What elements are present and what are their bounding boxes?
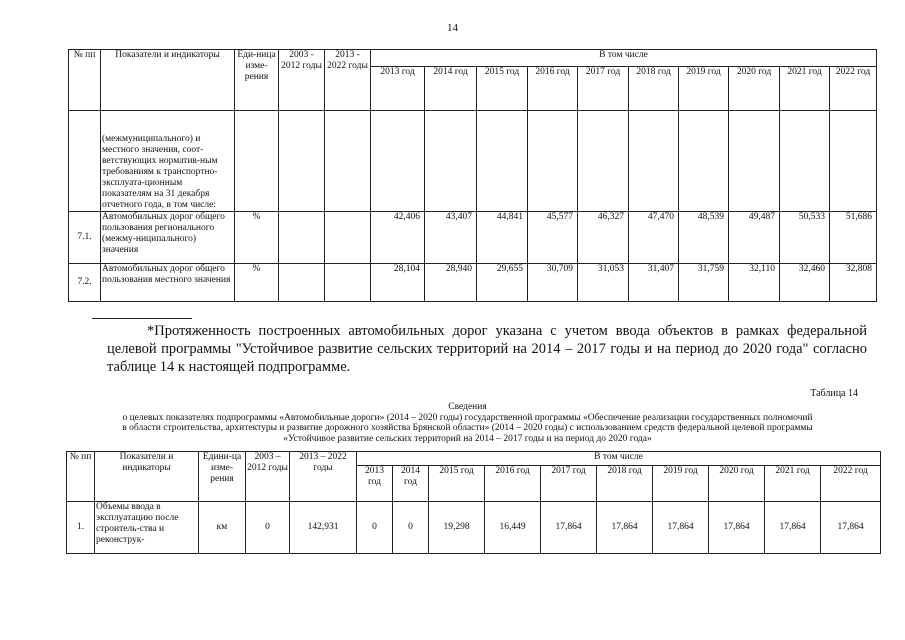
row-value: 32,110: [729, 264, 780, 302]
row-p2003: 0: [246, 502, 290, 554]
table-row: [69, 111, 877, 212]
row-p2013: [325, 264, 371, 302]
row-value: [780, 111, 830, 212]
row-value: 17,864: [597, 502, 653, 554]
caption-line: «Устойчивое развитие сельских территорий на 2014 – 2017 годы и на период до 2020 года»: [283, 433, 652, 444]
caption-line: в области строительства, архитектуры и развитие дорожного хозяйства Брянской области» (2014 – 2020 годы) с использованием средств федеральной целевой программы: [122, 423, 813, 433]
row-value: [830, 111, 877, 212]
header-year: 2018 год: [597, 466, 653, 502]
row-value: 17,864: [709, 502, 765, 554]
header-period-2013-2022: 2013 – 2022 годы: [290, 452, 357, 502]
caption-line: о целевых показателях подпрограммы «Автомобильные дороги» (2014 – 2020 годы) государственной программы «Обеспечение реализации государственных полномочий: [122, 412, 813, 423]
header-period-2013-2022: 2013 - 2022 годы: [325, 50, 371, 111]
header-year: 2015 год: [477, 67, 528, 111]
row-value: 28,104: [371, 264, 425, 302]
row-indicator: Автомобильных дорог общего пользования регионального (межму-ниципального) значения: [101, 212, 235, 264]
row-value: 43,407: [425, 212, 477, 264]
row-value: 17,864: [541, 502, 597, 554]
row-value: [629, 111, 679, 212]
row-value: 42,406: [371, 212, 425, 264]
row-value: 32,460: [780, 264, 830, 302]
row-p2003: [279, 264, 325, 302]
row-num: 1.: [67, 502, 95, 554]
header-num: № пп: [67, 452, 95, 502]
header-year: 2022 год: [830, 67, 877, 111]
row-num: 7.1.: [69, 212, 101, 264]
row-value: 51,686: [830, 212, 877, 264]
header-year: 2021 год: [780, 67, 830, 111]
header-year: 2013 год: [371, 67, 425, 111]
row-value: 31,759: [679, 264, 729, 302]
header-including: В том числе: [371, 50, 877, 67]
row-indicator: Автомобильных дорог общего пользования местного значения: [101, 264, 235, 302]
table-label: Таблица 14: [810, 388, 858, 399]
table-row: [69, 212, 877, 264]
row-p2013: [325, 111, 371, 212]
row-value: 49,487: [729, 212, 780, 264]
header-unit: Еди-ница изме-рения: [235, 50, 279, 111]
row-p2003: [279, 212, 325, 264]
header-year: 2019 год: [653, 466, 709, 502]
row-value: 45,577: [528, 212, 578, 264]
header-year: 2018 год: [629, 67, 679, 111]
header-year: 2019 год: [679, 67, 729, 111]
header-year: 2017 год: [541, 466, 597, 502]
row-p2013: [325, 212, 371, 264]
row-value: 17,864: [653, 502, 709, 554]
row-value: 32,808: [830, 264, 877, 302]
row-value: 17,864: [765, 502, 821, 554]
table-row: [67, 502, 881, 554]
row-num: 7.2.: [69, 264, 101, 302]
header-year: 2015 год: [429, 466, 485, 502]
indicators-table-continued: [68, 49, 877, 302]
row-value: [578, 111, 629, 212]
header-year: 2014 год: [393, 466, 429, 502]
footnote-text: *Протяженность построенных автомобильных дорог указана с учетом ввода объектов в рамках федеральной целевой программы "Устойчивое развитие сельских территорий на 2014 – 2017 годы и на период до 2020 года" согласно таблице 14 к настоящей подпрограмме.: [107, 323, 867, 375]
row-unit: %: [235, 212, 279, 264]
row-unit: [235, 111, 279, 212]
row-value: 48,539: [679, 212, 729, 264]
row-value: 47,470: [629, 212, 679, 264]
row-unit: %: [235, 264, 279, 302]
row-value: [477, 111, 528, 212]
header-period-2003-2012: 2003 – 2012 годы: [246, 452, 290, 502]
header-year: 2016 год: [528, 67, 578, 111]
row-indicator: Объемы ввода в эксплуатацию после строитель-ства и реконструк-: [95, 502, 199, 554]
header-period-2003-2012: 2003 - 2012 годы: [279, 50, 325, 111]
row-value: 50,533: [780, 212, 830, 264]
row-value: 28,940: [425, 264, 477, 302]
row-value: 0: [357, 502, 393, 554]
header-year: 2013 год: [357, 466, 393, 502]
header-indicator: Показатели и индикаторы: [101, 50, 235, 111]
header-unit: Едини-ца изме-рения: [199, 452, 246, 502]
row-num: [69, 111, 101, 212]
row-p2013: 142,931: [290, 502, 357, 554]
row-value: [371, 111, 425, 212]
caption-title: Сведения: [448, 402, 487, 412]
table-caption: [60, 402, 875, 444]
row-value: 44,841: [477, 212, 528, 264]
row-indicator: (межмуниципального) и местного значения, соот-ветствующих норматив-ным требованиям к транспортно-эксплуата-ционным показателям на 31 декабря отчетного года, в том числе:: [101, 111, 235, 212]
header-year: 2020 год: [709, 466, 765, 502]
header-num: № пп: [69, 50, 101, 111]
row-value: [425, 111, 477, 212]
footnote-divider: [92, 318, 192, 319]
row-value: 17,864: [821, 502, 881, 554]
row-p2003: [279, 111, 325, 212]
row-value: [729, 111, 780, 212]
header-year: 2017 год: [578, 67, 629, 111]
row-value: 16,449: [485, 502, 541, 554]
row-value: 31,053: [578, 264, 629, 302]
header-year: 2022 год: [821, 466, 881, 502]
header-year: 2020 год: [729, 67, 780, 111]
header-year: 2014 год: [425, 67, 477, 111]
header-year: 2016 год: [485, 466, 541, 502]
row-value: 31,407: [629, 264, 679, 302]
header-including: В том числе: [357, 452, 881, 466]
row-value: [528, 111, 578, 212]
indicators-table-14: [66, 451, 881, 554]
row-value: 30,709: [528, 264, 578, 302]
row-value: [679, 111, 729, 212]
row-value: 46,327: [578, 212, 629, 264]
row-value: 19,298: [429, 502, 485, 554]
row-value: 29,655: [477, 264, 528, 302]
header-year: 2021 год: [765, 466, 821, 502]
table-row: [69, 264, 877, 302]
row-unit: км: [199, 502, 246, 554]
row-value: 0: [393, 502, 429, 554]
page-number: 14: [447, 22, 458, 34]
header-indicator: Показатели и индикаторы: [95, 452, 199, 502]
